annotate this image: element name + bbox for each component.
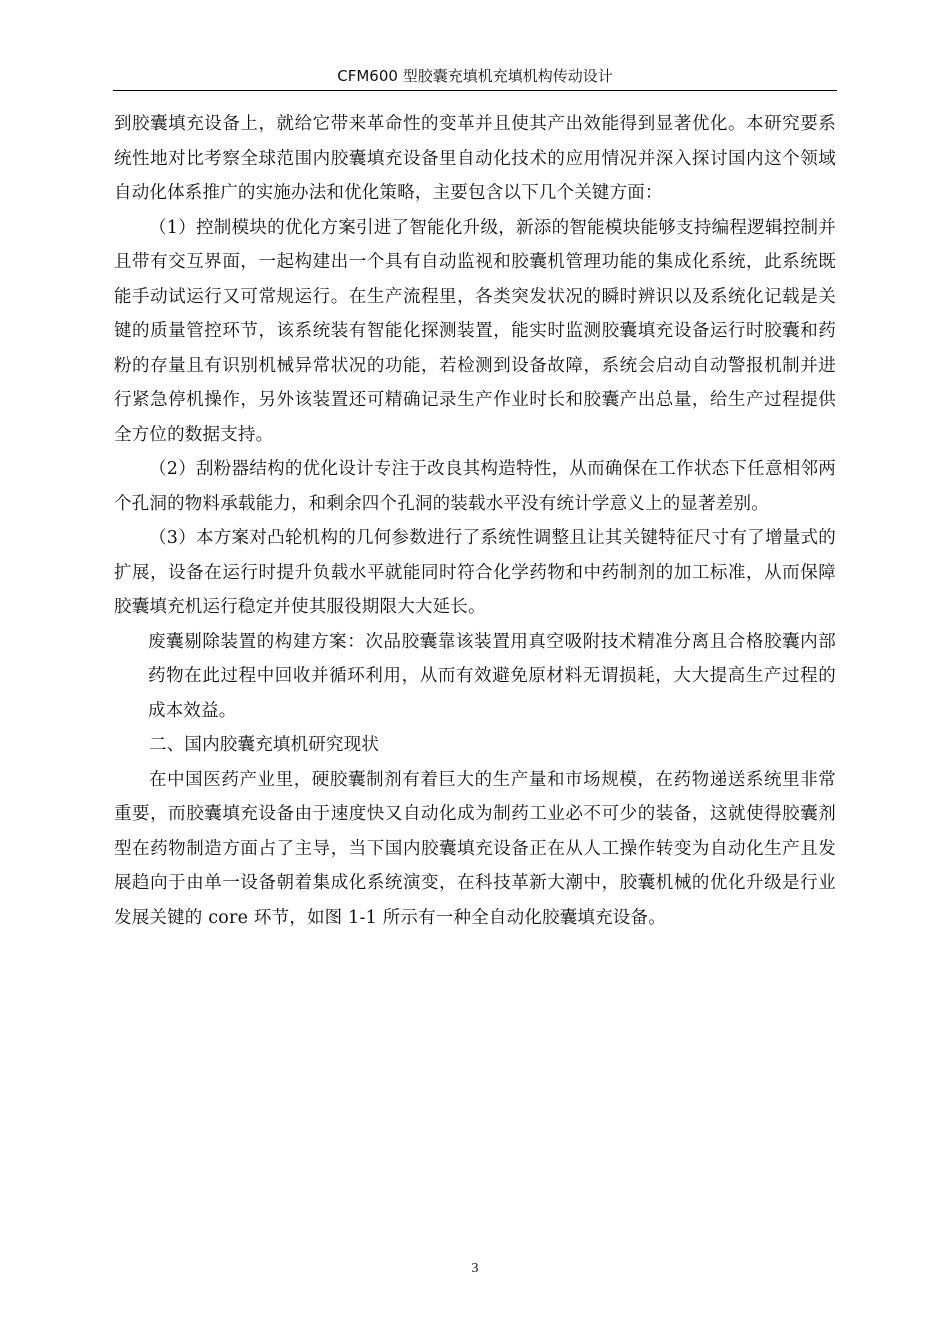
- paragraph-waste-capsule-rejection: 废囊剔除装置的构建方案：次品胶囊靠该装置用真空吸附技术精准分离且合格胶囊内部药物在此过程中回收并循环利用，从而有效避免原材料无谓损耗，大大提高生产过程的成本效益。: [148, 631, 836, 721]
- paragraph-item-1-control-module: （1）控制模块的优化方案引进了智能化升级，新添的智能模块能够支持编程逻辑控制并且带有交互界面，一起构建出一个具有自动监视和胶囊机管理功能的集成化系统，此系统既能手动试运行又可常规运行。在生产流程里，各类突发状况的瞬时辨识以及系统化记载是关键的质量管控环节，该系统装有智能化探测装置，能实时监测胶囊填充设备运行时胶囊和药粉的存量且有识别机械异常状况的功能，若检测到设备故障，系统会启动自动警报机制并进行紧急停机操作，另外该装置还可精确记录生产作业时长和胶囊产出总量，给生产过程提供全方位的数据支持。: [114, 217, 836, 445]
- page-number: 3: [471, 1261, 479, 1276]
- document-body: [114, 107, 836, 935]
- paragraph-item-3-cam-mechanism: （3）本方案对凸轮机构的几何参数进行了系统性调整且让其关键特征尺寸有了增量式的扩展，设备在运行时提升负载水平就能同时符合化学药物和中药制剂的加工标准，从而保障胶囊填充机运行稳定并使其服役期限大大延长。: [114, 528, 836, 617]
- paragraph-domestic-status: 在中国医药产业里，硬胶囊制剂有着巨大的生产量和市场规模，在药物递送系统里非常重要，而胶囊填充设备由于速度快又自动化成为制药工业必不可少的装备，这就使得胶囊剂型在药物制造方面占了主导，当下国内胶囊填充设备正在从人工操作转变为自动化生产且发展趋向于由单一设备朝着集成化系统演变，在科技革新大潮中，胶囊机械的优化升级是行业发展关键的 core 环节，如图 1-1 所示有一种全自动化胶囊填充设备。: [114, 769, 836, 928]
- paragraph-item-2-powder-scraper: （2）刮粉器结构的优化设计专注于改良其构造特性，从而确保在工作状态下任意相邻两个孔洞的物料承载能力，和剩余四个孔洞的装载水平没有统计学意义上的显著差别。: [114, 459, 836, 514]
- paragraph-intro-continuation: 到胶囊填充设备上，就给它带来革命性的变革并且使其产出效能得到显著优化。本研究要系统性地对比考察全球范围内胶囊填充设备里自动化技术的应用情况并深入探讨国内这个领域自动化体系推广的实施办法和优化策略，主要包含以下几个关键方面：: [114, 114, 836, 203]
- page-header: CFM600 型胶囊充填机充填机构传动设计: [113, 62, 837, 91]
- section-heading-domestic-research: 二、国内胶囊充填机研究现状: [149, 735, 380, 755]
